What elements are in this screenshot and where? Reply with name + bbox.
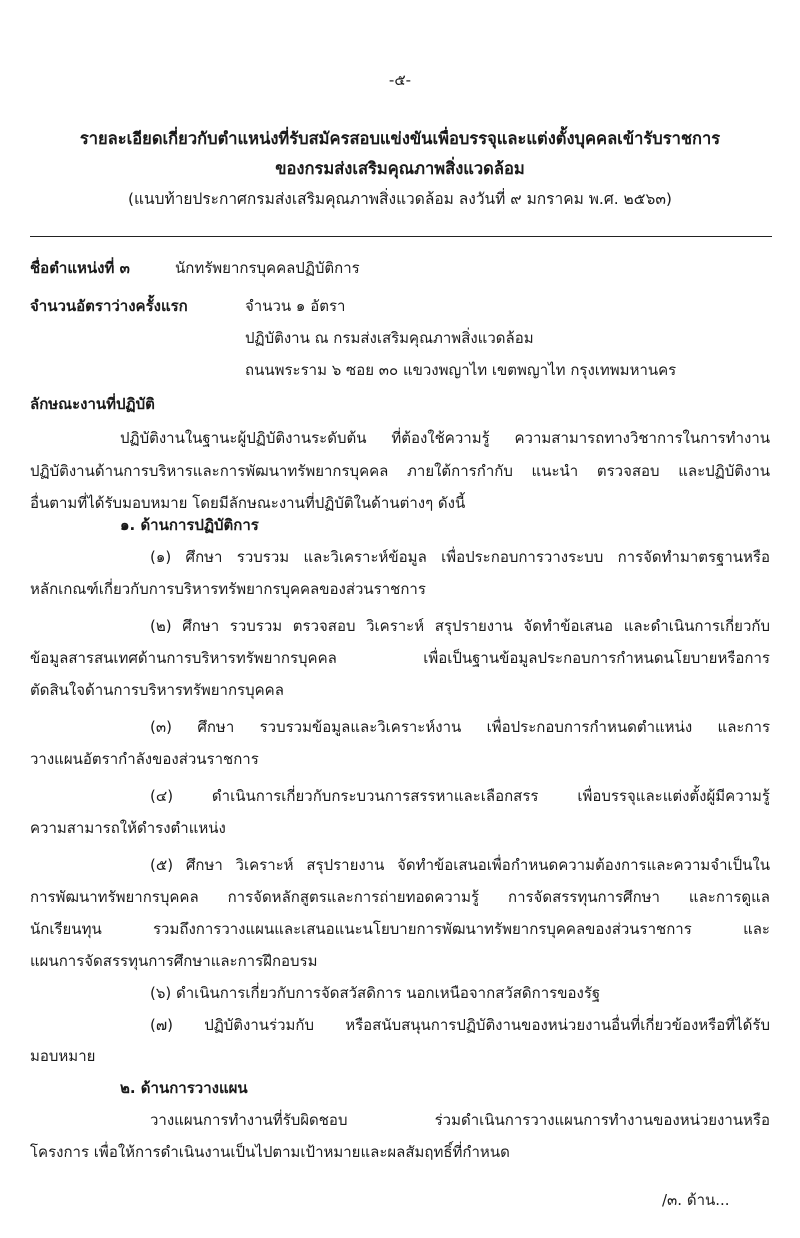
vacancy-count: จำนวน ๑ อัตรา xyxy=(245,297,346,315)
job-nature-intro-line3: อื่นตามที่ได้รับมอบหมาย โดยมีลักษณะงานที่ปฏิบัติในด้านต่างๆ ดังนี้ xyxy=(30,494,466,512)
header-divider xyxy=(30,236,772,237)
section1-item2-line3: ตัดสินใจด้านการบริหารทรัพยากรบุคคล xyxy=(30,681,284,699)
section2-text-line1: วางแผนการทำงานที่รับผิดชอบ ร่วมดำเนินการวางแผนการทำงานของหน่วยงานหรือ xyxy=(150,1111,770,1129)
job-nature-heading: ลักษณะงานที่ปฏิบัติ xyxy=(30,395,155,413)
section1-item5-line1: (๕) ศึกษา วิเคราะห์ สรุปรายงาน จัดทำข้อเสนอเพื่อกำหนดความต้องการและความจำเป็นใน xyxy=(150,856,770,874)
position-label: ชื่อตำแหน่งที่ ๓ xyxy=(30,259,130,277)
section1-item2-line1: (๒) ศึกษา รวบรวม ตรวจสอบ วิเคราะห์ สรุปรายงาน จัดทำข้อเสนอ และดำเนินการเกี่ยวกับ xyxy=(150,617,770,635)
vacancy-location2: ถนนพระราม ๖ ซอย ๓๐ แขวงพญาไท เขตพญาไท กรุงเทพมหานคร xyxy=(245,361,677,379)
section1-item7-line1: (๗) ปฏิบัติงานร่วมกับ หรือสนับสนุนการปฏิบัติงานของหน่วยงานอื่นที่เกี่ยวข้องหรือที่ได้รับ xyxy=(150,1016,770,1034)
section2-text-line2: โครงการ เพื่อให้การดำเนินงานเป็นไปตามเป้าหมายและผลสัมฤทธิ์ที่กำหนด xyxy=(30,1143,510,1161)
section1-item5-line3: นักเรียนทุน รวมถึงการวางแผนและเสนอแนะนโยบายการพัฒนาทรัพยากรบุคคลของส่วนราชการ และ xyxy=(30,920,770,938)
section1-item6: (๖) ดำเนินการเกี่ยวกับการจัดสวัสดิการ นอกเหนือจากสวัสดิการของรัฐ xyxy=(150,984,601,1002)
section2-heading: ๒. ด้านการวางแผน xyxy=(120,1079,248,1097)
vacancy-location1: ปฏิบัติงาน ณ กรมส่งเสริมคุณภาพสิ่งแวดล้อม xyxy=(245,329,534,347)
document-title-line2: ของกรมส่งเสริมคุณภาพสิ่งแวดล้อม xyxy=(275,159,525,178)
document-title-line1: รายละเอียดเกี่ยวกับตำแหน่งที่รับสมัครสอบแข่งขันเพื่อบรรจุและแต่งตั้งบุคคลเข้ารับราชการ xyxy=(79,129,721,148)
section1-item5-line4: แผนการจัดสรรทุนการศึกษาและการฝึกอบรม xyxy=(30,952,318,970)
section1-item4-line2: ความสามารถให้ดำรงตำแหน่ง xyxy=(30,819,226,837)
section1-item1-line2: หลักเกณฑ์เกี่ยวกับการบริหารทรัพยากรบุคคลของส่วนราชการ xyxy=(30,580,426,598)
page-number: -๕- xyxy=(388,71,412,89)
section1-item7-line2: มอบหมาย xyxy=(30,1047,96,1065)
section1-item5-line2: การพัฒนาทรัพยากรบุคคล การจัดหลักสูตรและการถ่ายทอดความรู้ การจัดสรรทุนการศึกษา และการดูแล xyxy=(30,888,770,906)
job-nature-intro-line2: ปฏิบัติงานด้านการบริหารและการพัฒนาทรัพยากรบุคคล ภายใต้การกำกับ แนะนำ ตรวจสอบ และปฏิบัติงาน xyxy=(30,462,770,480)
job-nature-intro-line1: ปฏิบัติงานในฐานะผู้ปฏิบัติงานระดับต้น ที่ต้องใช้ความรู้ ความสามารถทางวิชาการในการทำงาน xyxy=(120,429,770,447)
section1-heading: ๑. ด้านการปฏิบัติการ xyxy=(120,516,259,534)
section1-item4-line1: (๔) ดำเนินการเกี่ยวกับกระบวนการสรรหาและเลือกสรร เพื่อบรรจุและแต่งตั้งผู้มีความรู้ xyxy=(150,787,770,805)
continuation-marker: /๓. ด้าน... xyxy=(662,1191,730,1209)
section1-item3-line2: วางแผนอัตรากำลังของส่วนราชการ xyxy=(30,750,259,768)
vacancy-label: จำนวนอัตราว่างครั้งแรก xyxy=(30,297,188,315)
position-value: นักทรัพยากรบุคคลปฏิบัติการ xyxy=(175,259,360,277)
section1-item3-line1: (๓) ศึกษา รวบรวมข้อมูลและวิเคราะห์งาน เพื่อประกอบการกำหนดตำแหน่ง และการ xyxy=(150,718,770,736)
section1-item1-line1: (๑) ศึกษา รวบรวม และวิเคราะห์ข้อมูล เพื่อประกอบการวางระบบ การจัดทำมาตรฐานหรือ xyxy=(150,548,770,566)
document-subtitle: (แนบท้ายประกาศกรมส่งเสริมคุณภาพสิ่งแวดล้อม ลงวันที่ ๙ มกราคม พ.ศ. ๒๕๖๓) xyxy=(128,190,672,208)
section1-item2-line2: ข้อมูลสารสนเทศด้านการบริหารทรัพยากรบุคคล เพื่อเป็นฐานข้อมูลประกอบการกำหนดนโยบายหรือการ xyxy=(30,649,770,667)
